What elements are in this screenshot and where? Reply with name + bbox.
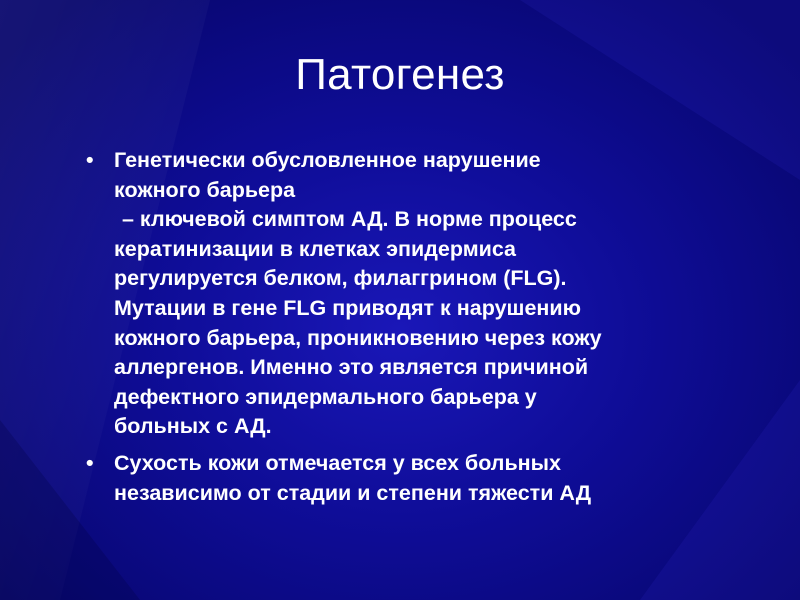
bullet-text-line: аллергенов. Именно это является причиной [114, 355, 589, 380]
bullet-text-line: больных с АД. [114, 414, 272, 439]
bullet-text-line: независимо от стадии и степени тяжести АД [114, 480, 592, 505]
slide-title: Патогенез [295, 50, 505, 99]
bullet-icon: • [86, 450, 94, 475]
bullet-item-genetic-barrier [84, 146, 724, 442]
bullet-item-dry-skin [84, 449, 724, 508]
bullet-text-line: Сухость кожи отмечается у всех больных [114, 450, 561, 475]
bullet-text-line: регулируется белком, филаггрином (FLG). [114, 266, 567, 291]
bullet-text-line: – ключевой симптом АД. В норме процесс [122, 207, 577, 232]
bullet-text-line: дефектного эпидермального барьера у [114, 384, 537, 409]
bullet-list [84, 146, 724, 515]
bullet-text-line: кератинизации в клетках эпидермиса [114, 236, 517, 261]
bullet-text-line: Мутации в гене FLG приводят к нарушению [114, 295, 581, 320]
bullet-text-line: Генетически обусловленное нарушение [114, 148, 541, 172]
bullet-icon: • [86, 148, 94, 172]
bullet-text-line: кожного барьера [114, 177, 296, 202]
bullet-text-line: кожного барьера, проникновению через кожу [114, 325, 602, 350]
